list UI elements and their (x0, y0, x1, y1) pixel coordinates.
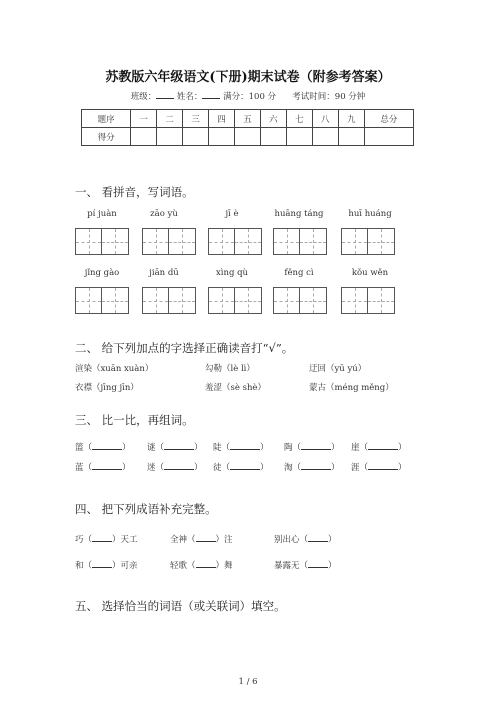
writing-grid[interactable] (341, 228, 395, 255)
full-score: 满分：100 分 (223, 92, 277, 102)
score-header-cell: 六 (260, 110, 286, 128)
pinyin-label: xìng qù (215, 268, 249, 278)
idiom-post: ）天工 (112, 535, 138, 545)
grid-cell[interactable] (208, 287, 235, 314)
section3-heading: 三、 比一比，再组词。 (75, 413, 194, 427)
idiom-pre: 巧（ (75, 535, 93, 545)
compare-item: 蓝（ ） (75, 463, 131, 473)
compare-item: 涯（ ） (351, 463, 407, 473)
grid-cell[interactable] (368, 287, 395, 314)
grid-cell[interactable] (169, 228, 196, 255)
reading-item: 迂回（yū yú） (309, 364, 367, 374)
compare-item: 篮（ ） (75, 443, 131, 453)
score-cell[interactable] (209, 128, 235, 146)
section1-heading: 一、 看拼音，写词语。 (75, 185, 194, 199)
writing-grid[interactable] (208, 287, 262, 314)
answer-blank[interactable] (92, 461, 122, 470)
grid-cell[interactable] (235, 287, 262, 314)
writing-grid[interactable] (75, 287, 129, 314)
pinyin-label: fěng cì (284, 268, 314, 278)
idiom-item (274, 559, 337, 571)
score-header-cell: 题序 (82, 110, 131, 128)
name-blank[interactable] (202, 90, 220, 99)
compare-char: 迷 (147, 463, 156, 473)
grid-cell[interactable] (273, 228, 300, 255)
page-number: 1 / 6 (238, 677, 258, 687)
grid-cell[interactable] (75, 287, 102, 314)
idiom-pre: 别出心（ (274, 535, 309, 545)
pinyin-label: huāng táng (274, 209, 324, 219)
answer-blank[interactable] (308, 559, 328, 568)
answer-blank[interactable] (230, 441, 260, 450)
idiom-item (170, 559, 233, 571)
compare-char: 涯 (351, 463, 360, 473)
score-header-cell: 九 (338, 110, 364, 128)
score-table-header-row (82, 110, 414, 128)
score-cell[interactable] (131, 128, 157, 146)
compare-item: 淘（ ） (284, 463, 340, 473)
name-label: 姓名： (176, 92, 203, 102)
score-cell[interactable] (260, 128, 286, 146)
compare-item: 徒（ ） (213, 463, 269, 473)
compare-char: 篮 (75, 443, 84, 453)
compare-char: 陡 (213, 443, 222, 453)
pinyin-label: jiān dū (149, 268, 179, 278)
score-header-cell: 五 (234, 110, 260, 128)
answer-blank[interactable] (301, 461, 331, 470)
answer-blank[interactable] (164, 461, 194, 470)
compare-item: 陶（ ） (284, 443, 340, 453)
reading-item: 蒙古（méng měng） (309, 383, 394, 393)
idiom-pre: 轻歌（ (170, 561, 196, 571)
score-header-cell: 总分 (364, 110, 413, 128)
pinyin-label: huī huáng (348, 209, 392, 219)
pinyin-label: zāo yù (150, 209, 178, 219)
compare-char: 淘 (284, 463, 293, 473)
grid-cell[interactable] (235, 228, 262, 255)
writing-grid[interactable] (208, 228, 262, 255)
answer-blank[interactable] (301, 441, 331, 450)
idiom-post: ）可亲 (112, 561, 138, 571)
answer-blank[interactable] (92, 533, 112, 542)
idiom-pre: 暴露无（ (274, 561, 309, 571)
grid-cell[interactable] (102, 287, 129, 314)
idiom-post: ）注 (215, 535, 233, 545)
idiom-post: ） (328, 561, 337, 571)
class-blank[interactable] (156, 90, 174, 99)
grid-cell[interactable] (208, 228, 235, 255)
idiom-pre: 全神（ (170, 535, 196, 545)
pinyin-label: kǒu wěn (351, 268, 389, 278)
compare-char: 崖 (351, 443, 360, 453)
writing-grid[interactable] (273, 287, 327, 314)
pinyin-label: pí juàn (87, 209, 117, 219)
score-header-cell: 三 (183, 110, 209, 128)
idiom-item (75, 533, 138, 545)
answer-blank[interactable] (308, 533, 328, 542)
answer-blank[interactable] (196, 559, 216, 568)
reading-item: 勾勒（lè lì） (205, 364, 255, 374)
grid-cell[interactable] (142, 228, 169, 255)
compare-item: 陡（ ） (213, 443, 269, 453)
answer-blank[interactable] (368, 461, 398, 470)
compare-char: 谜 (147, 443, 156, 453)
grid-cell[interactable] (75, 228, 102, 255)
score-header-cell: 一 (131, 110, 157, 128)
answer-blank[interactable] (196, 533, 216, 542)
score-header-cell: 二 (157, 110, 183, 128)
answer-blank[interactable] (164, 441, 194, 450)
compare-char: 陶 (284, 443, 293, 453)
grid-cell[interactable] (273, 287, 300, 314)
section4-heading: 四、 把下列成语补充完整。 (75, 502, 217, 516)
grid-cell[interactable] (142, 287, 169, 314)
score-row-label: 得分 (82, 128, 131, 146)
grid-cell[interactable] (300, 228, 327, 255)
grid-cell[interactable] (169, 287, 196, 314)
idiom-item (75, 559, 138, 571)
score-table (81, 109, 414, 146)
score-cell[interactable] (234, 128, 260, 146)
answer-blank[interactable] (92, 559, 112, 568)
grid-cell[interactable] (102, 228, 129, 255)
score-cell[interactable] (286, 128, 312, 146)
score-cell[interactable] (364, 128, 413, 146)
score-cell[interactable] (183, 128, 209, 146)
grid-cell[interactable] (300, 287, 327, 314)
score-header-cell: 七 (286, 110, 312, 128)
compare-char: 徒 (213, 463, 222, 473)
score-header-cell: 四 (209, 110, 235, 128)
score-table-score-row (82, 128, 414, 146)
score-cell[interactable] (312, 128, 338, 146)
reading-item: 渲染（xuān xuàn） (75, 364, 154, 374)
idiom-post: ） (328, 535, 337, 545)
score-cell[interactable] (157, 128, 183, 146)
compare-item: 迷（ ） (147, 463, 203, 473)
section2-heading: 二、 给下列加点的字选择正确读音打“√”。 (75, 341, 294, 355)
answer-blank[interactable] (368, 441, 398, 450)
writing-grid[interactable] (341, 287, 395, 314)
idiom-item (170, 533, 233, 545)
idiom-pre: 和（ (75, 561, 93, 571)
grid-cell[interactable] (368, 228, 395, 255)
compare-item: 崖（ ） (351, 443, 407, 453)
class-label: 班级： (130, 92, 157, 102)
writing-grid[interactable] (142, 228, 196, 255)
answer-blank[interactable] (230, 461, 260, 470)
writing-grid[interactable] (142, 287, 196, 314)
reading-item: 羞涩（sè shè） (205, 383, 266, 393)
idiom-post: ）舞 (215, 561, 233, 571)
idiom-item (274, 533, 337, 545)
answer-blank[interactable] (92, 441, 122, 450)
pinyin-label: jī è (225, 209, 239, 219)
grid-cell[interactable] (341, 228, 368, 255)
compare-char: 蓝 (75, 463, 84, 473)
score-cell[interactable] (338, 128, 364, 146)
compare-item: 谜（ ） (147, 443, 203, 453)
score-header-cell: 八 (312, 110, 338, 128)
writing-grid[interactable] (75, 228, 129, 255)
exam-info (0, 90, 496, 102)
section5-heading: 五、 选择恰当的词语（或关联词）填空。 (75, 599, 286, 613)
reading-item: 衣襟（jīng jīn） (75, 383, 139, 393)
pinyin-label: jǐng gào (84, 268, 120, 278)
exam-time: 考试时间：90 分钟 (292, 92, 366, 102)
exam-title: 苏教版六年级语文(下册)期末试卷（附参考答案） (105, 70, 391, 85)
writing-grid[interactable] (273, 228, 327, 255)
grid-cell[interactable] (341, 287, 368, 314)
